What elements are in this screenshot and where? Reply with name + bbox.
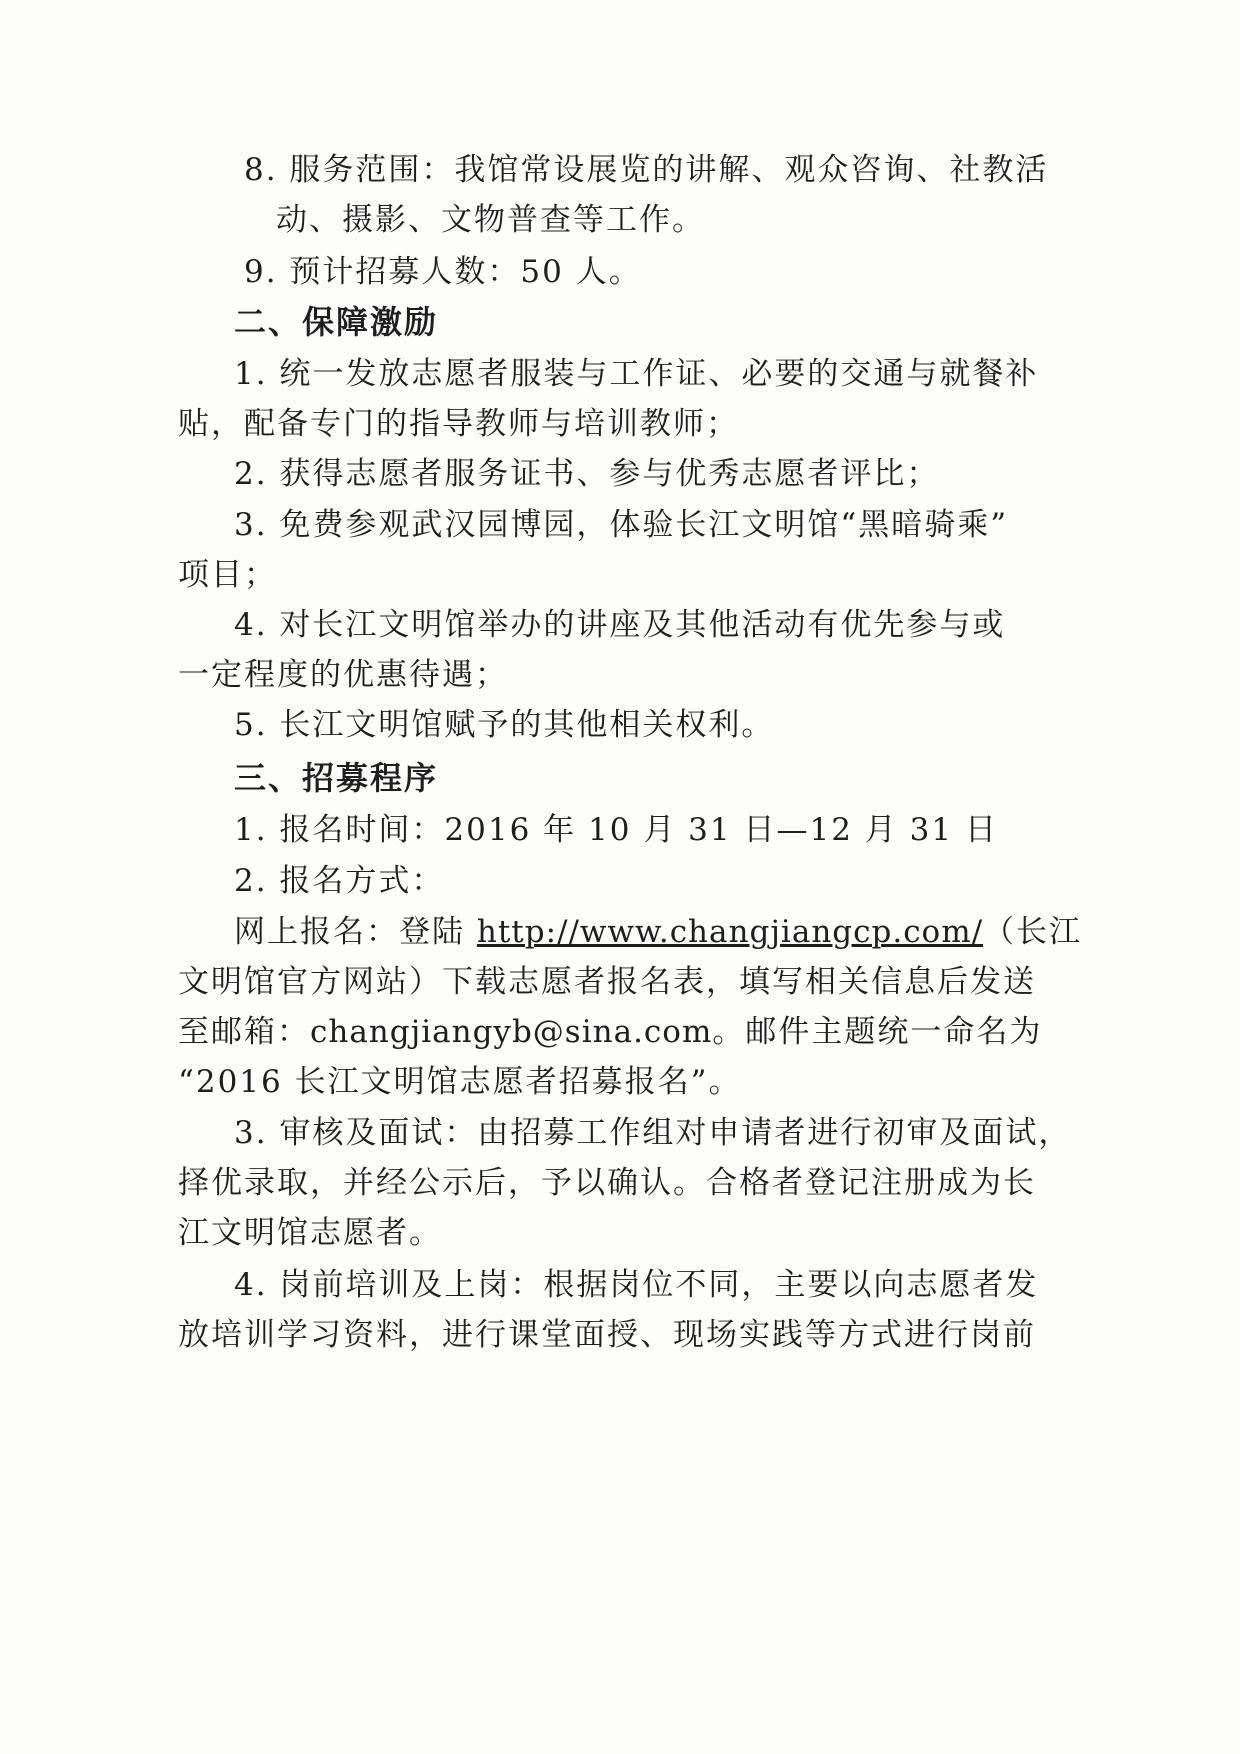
item-8-line-2: 动、摄影、文物普查等工作。 — [276, 202, 705, 238]
s2-item-3-line-1: 3. 免费参观武汉园博园，体验长江文明馆“黑暗骑乘” — [234, 507, 1009, 543]
s2-item-1-line-2: 贴，配备专门的指导教师与培训教师； — [178, 406, 739, 442]
online-registration-line-4: “2016 长江文明馆志愿者招募报名”。 — [178, 1064, 742, 1100]
online-registration-line-1 — [234, 912, 1082, 952]
email-address: changjiangyb@sina.com — [310, 1014, 713, 1050]
item-9: 9. 预计招募人数：50 人。 — [244, 254, 642, 290]
s2-item-4-line-1: 4. 对长江文明馆举办的讲座及其他活动有优先参与或 — [234, 607, 1006, 643]
s3-item-4-line-2: 放培训学习资料，进行课堂面授、现场实践等方式进行岗前 — [178, 1317, 1036, 1353]
section-2-heading: 二、保障激励 — [234, 303, 439, 341]
email-suffix: 。邮件主题统一命名为 — [712, 1014, 1043, 1050]
s3-item-3-line-1: 3. 审核及面试：由招募工作组对申请者进行初审及面试， — [234, 1115, 1072, 1151]
email-prefix: 至邮箱： — [178, 1014, 310, 1050]
s2-item-4-line-2: 一定程度的优惠待遇； — [178, 657, 508, 693]
s3-item-3-line-2: 择优录取，并经公示后，予以确认。合格者登记注册成为长 — [178, 1165, 1036, 1201]
online-registration-line-3 — [178, 1012, 1042, 1052]
s3-item-4-line-1: 4. 岗前培训及上岗：根据岗位不同，主要以向志愿者发 — [234, 1267, 1039, 1303]
online-registration-line-2: 文明馆官方网站）下载志愿者报名表，填写相关信息后发送 — [178, 964, 1036, 1000]
online-prefix: 网上报名：登陆 — [234, 914, 477, 950]
online-suffix: （长江 — [983, 914, 1083, 950]
section-3-heading: 三、招募程序 — [234, 759, 439, 797]
s3-item-2: 2. 报名方式： — [234, 863, 445, 899]
official-website-link[interactable]: http://www.changjiangcp.com/ — [476, 914, 984, 950]
s2-item-3-line-2: 项目； — [178, 557, 277, 593]
s3-item-3-line-3: 江文明馆志愿者。 — [178, 1215, 442, 1251]
s3-item-1: 1. 报名时间：2016 年 10 月 31 日—12 月 31 日 — [234, 812, 998, 848]
s2-item-1-line-1: 1. 统一发放志愿者服装与工作证、必要的交通与就餐补 — [234, 356, 1039, 392]
s2-item-5: 5. 长江文明馆赋予的其他相关权利。 — [234, 707, 775, 743]
item-8-line-1: 8. 服务范围：我馆常设展览的讲解、观众咨询、社教活 — [244, 152, 1049, 188]
s2-item-2: 2. 获得志愿者服务证书、参与优秀志愿者评比； — [234, 456, 940, 492]
